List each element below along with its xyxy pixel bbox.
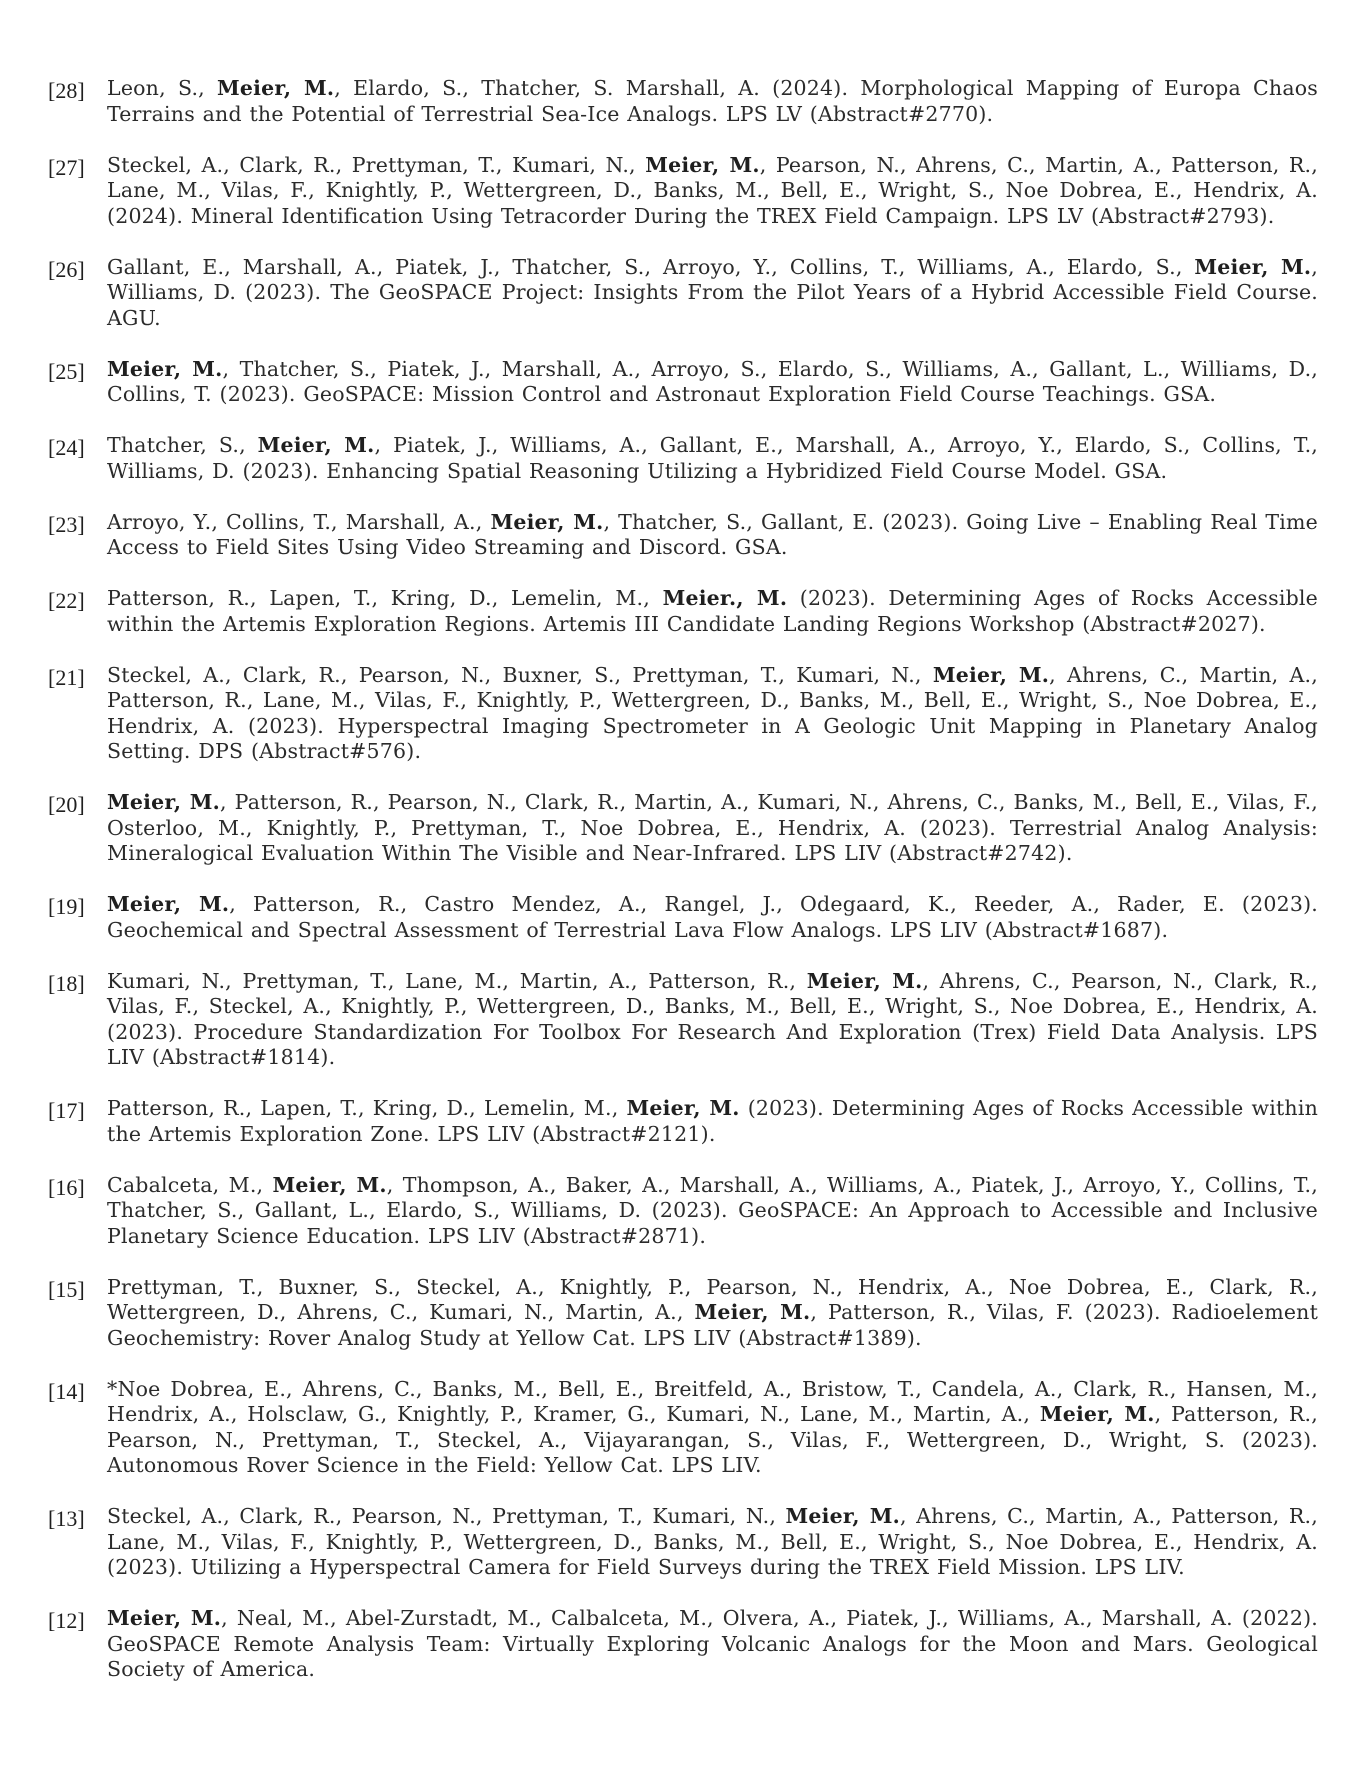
reference-citation — [107, 1377, 1318, 1479]
reference-item — [48, 1173, 1318, 1250]
reference-number: [28] — [48, 78, 85, 103]
highlighted-author: Meier, M. — [107, 790, 220, 814]
highlighted-author: Meier, M. — [626, 1096, 740, 1120]
citation-text: , Thatcher, S., Gallant, E. (2023). Going Live – Enabling Real Time Access to Field Sites Using Video Streaming and Discord. GSA. — [107, 509, 1319, 559]
reference-citation — [107, 255, 1318, 332]
citation-text: Patterson, R., Lapen, T., Kring, D., Lemelin, M., — [107, 1096, 627, 1120]
citation-text: Gallant, E., Marshall, A., Piatek, J., Thatcher, S., Arroyo, Y., Collins, T., Williams, A., Elardo, S., — [107, 254, 1195, 279]
reference-number: [19] — [48, 894, 85, 919]
reference-item — [48, 255, 1318, 332]
reference-item — [48, 510, 1318, 561]
reference-number: [14] — [48, 1378, 85, 1404]
reference-citation — [107, 1275, 1318, 1352]
highlighted-author: Meier, M. — [645, 152, 760, 177]
citation-text: , Patterson, R., Pearson, N., Clark, R., Martin, A., Kumari, N., Ahrens, C., Banks, M., Bell, E., Vilas, F., Osterloo, M., Knightly, P., Prettyman, T., Noe Dobrea, E., Hendrix, A. (2023). Terrestrial Analog Analysis: Mineralogical Evaluation Within The Visible and Near-Infrared. LPS LIV (Abstract#2742). — [107, 790, 1318, 865]
highlighted-author: Meier, M. — [107, 356, 223, 381]
highlighted-author: Meier, M. — [932, 662, 1050, 687]
reference-number: [22] — [48, 588, 85, 613]
citation-text: , Patterson, R., Pearson, N., Prettyman, T., Steckel, A., Vijayarangan, S., Vilas, F., Wettergreen, D., Wright, S. (2023). Autonomous Rover Science in the Field: Yellow Cat. LPS LIV. — [107, 1402, 1318, 1477]
reference-citation — [107, 76, 1318, 127]
reference-item — [48, 1504, 1318, 1581]
reference-citation — [107, 969, 1318, 1071]
citation-text: , Williams, D. (2023). The GeoSPACE Project: Insights From the Pilot Years of a Hybrid Accessible Field Course. AGU. — [107, 254, 1318, 330]
reference-citation — [107, 892, 1318, 943]
citation-text: *Noe Dobrea, E., Ahrens, C., Banks, M., Bell, E., Breitfeld, A., Bristow, T., Candela, A., Clark, R., Hansen, M., Hendrix, A., Holsclaw, G., Knightly, P., Kramer, G., Kumari, N., Lane, M., Martin, A., — [107, 1376, 1318, 1426]
citation-text: , Piatek, J., Williams, A., Gallant, E., Marshall, A., Arroyo, Y., Elardo, S., Collins, T., Williams, D. (2023). Enhancing Spatial Reasoning Utilizing a Hybridized Field Course Model. GSA. — [107, 433, 1318, 483]
reference-citation — [107, 1173, 1318, 1250]
reference-number: [12] — [48, 1608, 85, 1633]
highlighted-author: Meier, M. — [1039, 1402, 1155, 1426]
highlighted-author: Meier, M. — [785, 1504, 901, 1528]
reference-citation — [107, 153, 1318, 230]
citation-text: (2023). Determining Ages of Rocks Accessible within the Artemis Exploration Regions. Artemis III Candidate Landing Regions Workshop (Abstract#2027). — [107, 586, 1318, 636]
highlighted-author: Meier, M. — [272, 1172, 387, 1197]
reference-item — [48, 892, 1318, 943]
reference-item — [48, 76, 1318, 127]
reference-citation — [107, 433, 1318, 484]
highlighted-author: Meier, M. — [490, 509, 604, 534]
reference-item — [48, 663, 1318, 765]
citation-text: , Thatcher, S., Piatek, J., Marshall, A., Arroyo, S., Elardo, S., Williams, A., Gallant, L., Williams, D., Collins, T. (2023). GeoSPACE: Mission Control and Astronaut Exploration Field Course Teachings. GSA. — [107, 356, 1318, 406]
reference-number: [13] — [48, 1506, 85, 1531]
reference-item — [48, 790, 1318, 867]
reference-citation — [107, 790, 1318, 867]
reference-number: [24] — [48, 435, 85, 460]
highlighted-author: Meier, M. — [806, 968, 923, 993]
citation-text: Steckel, A., Clark, R., Pearson, N., Buxner, S., Prettyman, T., Kumari, N., — [107, 662, 933, 687]
reference-item — [48, 969, 1318, 1071]
reference-number: [21] — [48, 664, 85, 690]
citation-text: , Thompson, A., Baker, A., Marshall, A., Williams, A., Piatek, J., Arroyo, Y., Collins, T., Thatcher, S., Gallant, L., Elardo, S., Williams, D. (2023). GeoSPACE: An Approach to Accessible and Inclusive Planetary Science Education. LPS LIV (Abstract#2871). — [107, 1172, 1318, 1248]
citation-text: Thatcher, S., — [107, 433, 258, 457]
reference-number: [17] — [48, 1098, 85, 1123]
reference-number: [18] — [48, 970, 85, 996]
highlighted-author: Meier, M. — [217, 76, 335, 100]
reference-number: [16] — [48, 1174, 85, 1200]
reference-list — [48, 76, 1318, 1683]
reference-item — [48, 1606, 1318, 1683]
reference-citation — [107, 1096, 1318, 1147]
citation-text: , Ahrens, C., Martin, A., Patterson, R., Lane, M., Vilas, F., Knightly, P., Wettergreen, D., Banks, M., Bell, E., Wright, S., Noe Dobrea, E., Hendrix, A. (2023). Hyperspectral Imaging Spectrometer in A Geologic Unit Mapping in Planetary Analog Setting. DPS (Abstract#576). — [107, 662, 1318, 763]
reference-citation — [107, 586, 1318, 637]
citation-text: Steckel, A., Clark, R., Pearson, N., Prettyman, T., Kumari, N., — [107, 1504, 786, 1528]
citation-text: Patterson, R., Lapen, T., Kring, D., Lemelin, M., — [107, 586, 663, 610]
reference-citation — [107, 1504, 1318, 1581]
citation-text: , Pearson, N., Ahrens, C., Martin, A., Patterson, R., Lane, M., Vilas, F., Knightly, P., Wettergreen, D., Banks, M., Bell, E., Wright, S., Noe Dobrea, E., Hendrix, A. (2024). Mineral Identification Using Tetracorder During the TREX Field Campaign. LPS LV (Abstract#2793). — [107, 152, 1318, 228]
highlighted-author: Meier, M. — [1194, 254, 1312, 279]
reference-citation — [107, 1606, 1318, 1683]
reference-number: [26] — [48, 256, 85, 282]
reference-number: [20] — [48, 792, 85, 817]
citation-text: , Elardo, S., Thatcher, S. Marshall, A. (2024). Morphological Mapping of Europa Chaos Terrains and the Potential of Terrestrial Sea-Ice Analogs. LPS LV (Abstract#2770). — [107, 76, 1319, 126]
reference-number: [25] — [48, 358, 85, 384]
reference-item — [48, 153, 1318, 230]
reference-item — [48, 1377, 1318, 1479]
citation-text: Arroyo, Y., Collins, T., Marshall, A., — [107, 509, 491, 534]
highlighted-author: Meier., M. — [662, 586, 788, 610]
reference-item — [48, 433, 1318, 484]
highlighted-author: Meier, M. — [107, 1606, 222, 1630]
highlighted-author: Meier, M. — [694, 1300, 811, 1324]
reference-number: [27] — [48, 154, 85, 180]
citation-text: Steckel, A., Clark, R., Prettyman, T., Kumari, N., — [107, 152, 646, 177]
reference-citation — [107, 663, 1318, 765]
citation-text: Prettyman, T., Buxner, S., Steckel, A., Knightly, P., Pearson, N., Hendrix, A., Noe Dobrea, E., Clark, R., Wettergreen, D., Ahrens, C., Kumari, N., Martin, A., — [107, 1274, 1318, 1324]
highlighted-author: Meier, M. — [257, 433, 375, 457]
reference-item — [48, 357, 1318, 408]
reference-number: [15] — [48, 1276, 85, 1302]
highlighted-author: Meier, M. — [107, 892, 230, 916]
reference-item — [48, 586, 1318, 637]
citation-text: Kumari, N., Prettyman, T., Lane, M., Martin, A., Patterson, R., — [107, 968, 807, 993]
citation-text: , Ahrens, C., Pearson, N., Clark, R., Vilas, F., Steckel, A., Knightly, P., Wettergreen, D., Banks, M., Bell, E., Wright, S., Noe Dobrea, E., Hendrix, A. (2023). Procedure Standardization For Toolbox For Research And Exploration (Trex) Field Data Analysis. LPS LIV (Abstract#1814). — [107, 968, 1319, 1069]
citation-text: , Neal, M., Abel-Zurstadt, M., Calbalceta, M., Olvera, A., Piatek, J., Williams, A., Marshall, A. (2022). GeoSPACE Remote Analysis Team: Virtually Exploring Volcanic Analogs for the Moon and Mars. Geological Society of America. — [107, 1606, 1318, 1681]
reference-item — [48, 1096, 1318, 1147]
reference-number: [23] — [48, 511, 85, 537]
reference-citation — [107, 510, 1318, 561]
citation-text: , Patterson, R., Vilas, F. (2023). Radioelement Geochemistry: Rover Analog Study at Yellow Cat. LPS LIV (Abstract#1389). — [107, 1300, 1319, 1350]
citation-text: Leon, S., — [107, 76, 218, 100]
citation-text: , Ahrens, C., Martin, A., Patterson, R., Lane, M., Vilas, F., Knightly, P., Wettergreen, D., Banks, M., Bell, E., Wright, S., Noe Dobrea, E., Hendrix, A. (2023). Utilizing a Hyperspectral Camera for Field Surveys during the TREX Field Mission. LPS LIV. — [107, 1504, 1318, 1579]
citation-text: Cabalceta, M., — [107, 1172, 273, 1197]
reference-citation — [107, 357, 1318, 408]
reference-item — [48, 1275, 1318, 1352]
citation-text: , Patterson, R., Castro Mendez, A., Rangel, J., Odegaard, K., Reeder, A., Rader, E. (2023). Geochemical and Spectral Assessment of Terrestrial Lava Flow Analogs. LPS LIV (Abstract#1687). — [107, 892, 1319, 942]
citation-text: (2023). Determining Ages of Rocks Accessible within the Artemis Exploration Zone. LPS LIV (Abstract#2121). — [107, 1096, 1318, 1146]
